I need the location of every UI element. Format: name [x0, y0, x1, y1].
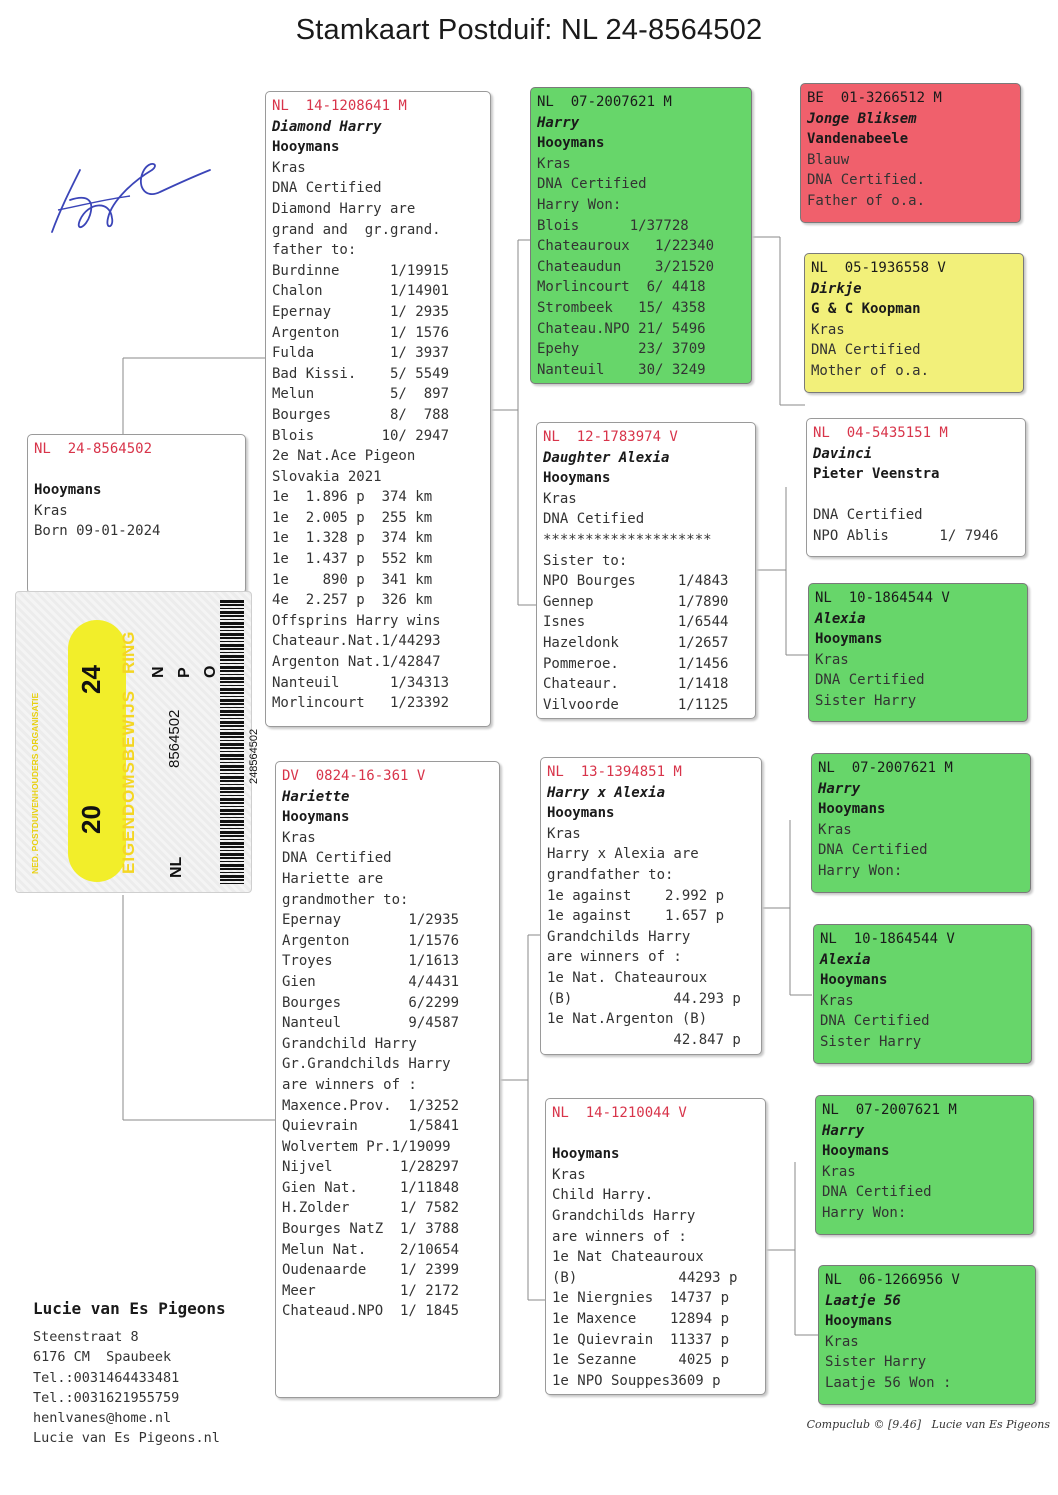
pigeon-info-line: Epernay 1/ 2935: [272, 303, 450, 320]
pigeon-name: Daughter Alexia: [543, 449, 670, 466]
pigeon-info-line: Melun 5/ 897: [272, 386, 450, 403]
software-credit: Compuclub © [9.46] Lucie van Es Pigeons: [806, 1418, 1050, 1431]
pigeon-info-line: Bourges 8/ 788: [272, 406, 450, 423]
pigeon-info-line: Kras: [815, 651, 849, 668]
breeder: Hooymans: [547, 805, 615, 822]
maternal-grandfather-card: [540, 757, 762, 1055]
pigeon-info-line: 2e Nat.Ace Pigeon: [272, 448, 416, 465]
pigeon-name: [552, 1124, 759, 1145]
pigeon-info-line: DNA Certified: [282, 850, 392, 867]
pigeon-info-line: Kras: [282, 829, 316, 846]
pigeon-info-line: (B) 44293 p: [552, 1269, 738, 1286]
pigeon-info-line: Wolvertem Pr.1/19099: [282, 1138, 451, 1155]
pigeon-info-line: Kras: [537, 155, 571, 172]
barcode: [220, 598, 244, 884]
pigeon-info-line: Harry Won:: [537, 196, 622, 213]
ring-number: NL 07-2007621 M: [537, 94, 672, 110]
ring-number: NL 12-1783974 V: [543, 429, 678, 445]
pigeon-info-line: Kras: [818, 821, 852, 838]
pigeon-info-line: Quievrain 1/5841: [282, 1118, 460, 1135]
pigeon-info-line: Kras: [820, 992, 854, 1009]
pigeon-info-line: Oudenaarde 1/ 2399: [282, 1262, 460, 1279]
ring-number: NL 07-2007621 M: [822, 1102, 957, 1118]
pigeon-info-line: Kras: [543, 490, 577, 507]
subject-breeder: Hooymans: [34, 482, 102, 499]
pigeon-info-line: Argenton Nat.1/42847: [272, 654, 441, 671]
pigeon-info-line: Fulda 1/ 3937: [272, 345, 450, 362]
breeder: Hooymans: [815, 631, 883, 648]
pigeon-info-line: Kras: [272, 159, 306, 176]
pigeon-info-line: NPO Ablis 1/ 7946: [813, 527, 999, 544]
pigeon-name: Hariette: [282, 788, 350, 805]
mff-card: [811, 753, 1031, 893]
pigeon-info-line: 1e Sezanne 4025 p: [552, 1352, 730, 1369]
pigeon-info-line: Chalon 1/14901: [272, 283, 450, 300]
pigeon-info-line: Hariette are: [282, 870, 384, 887]
pigeon-info-line: Harry x Alexia are: [547, 846, 699, 863]
pigeon-info-line: DNA Certified: [815, 672, 925, 689]
pigeon-info-line: Chateaur.Nat.1/44293: [272, 633, 441, 650]
breeder: Hooymans: [822, 1143, 890, 1160]
pigeon-info-line: DNA Certified: [537, 176, 647, 193]
mmm-card: [818, 1265, 1036, 1405]
page-title: Stamkaart Postduif: NL 24-8564502: [295, 14, 763, 46]
ring-year-left: 20: [76, 805, 106, 834]
fff-card: [800, 83, 1021, 223]
ring-number: BE 01-3266512 M: [807, 90, 942, 106]
pigeon-info-line: grandmother to:: [282, 891, 409, 908]
pigeon-info-line: 1e Nat.Argenton (B): [547, 1011, 708, 1028]
ring-number: NL 14-1210044 V: [552, 1105, 687, 1121]
pigeon-info-line: DNA Certified: [813, 507, 923, 524]
pigeon-info-line: 42.847 p: [547, 1031, 741, 1048]
pigeon-info-line: Vilvoorde 1/1125: [543, 696, 729, 713]
pigeon-info-line: Nanteuil 30/ 3249: [537, 361, 706, 378]
pigeon-name: Harry: [822, 1122, 865, 1139]
pigeon-info-line: DNA Cetified: [543, 511, 645, 528]
paternal-grandmother-card: [536, 422, 756, 719]
address-street: Steenstraat 8: [33, 1329, 139, 1345]
ring-letter-n: N: [150, 666, 167, 678]
pigeon-info-line: grand and gr.grand.: [272, 221, 441, 238]
pigeon-info-line: Diamond Harry are: [272, 200, 416, 217]
ring-country: NL: [168, 856, 185, 878]
pigeon-info-line: [813, 485, 1019, 506]
ring-number: NL 05-1936558 V: [811, 260, 946, 276]
phone-1: Tel.:0031464433481: [33, 1369, 180, 1386]
pigeon-info-line: Argenton 1/ 1576: [272, 324, 450, 341]
mfm-card: [813, 924, 1032, 1064]
loft-address: [33, 1327, 220, 1449]
pigeon-name: Alexia: [820, 951, 871, 968]
breeder: Hooymans: [820, 972, 888, 989]
pigeon-info-line: Mother of o.a.: [811, 362, 930, 379]
pigeon-info-line: Chateauroux 1/22340: [537, 238, 715, 255]
pigeon-info-line: Nijvel 1/28297: [282, 1159, 460, 1176]
fmm-card: [808, 583, 1028, 722]
mother-card: [275, 761, 500, 1398]
breeder: Pieter Veenstra: [813, 466, 940, 483]
pigeon-info-line: are winners of :: [282, 1076, 417, 1093]
website[interactable]: Lucie van Es Pigeons.nl: [33, 1430, 220, 1447]
ring-number: NL 10-1864544 V: [820, 931, 955, 947]
pigeon-info-line: Bad Kissi. 5/ 5549: [272, 365, 450, 382]
pigeon-info-line: Morlincourt 1/23392: [272, 695, 450, 712]
pigeon-info-line: Sister Harry: [820, 1033, 922, 1050]
ring-number: NL 04-5435151 M: [813, 425, 948, 441]
pigeon-info-line: 1e Quievrain 11337 p: [552, 1331, 730, 1348]
maternal-grandmother-card: [545, 1098, 766, 1395]
pigeon-info-line: Meer 1/ 2172: [282, 1282, 460, 1299]
pigeon-info-line: Strombeek 15/ 4358: [537, 299, 706, 316]
pigeon-info-line: Troyes 1/1613: [282, 953, 460, 970]
pigeon-info-line: 1e Niergnies 14737 p: [552, 1290, 730, 1307]
pigeon-name: Alexia: [815, 610, 866, 627]
pigeon-name: Davinci: [813, 445, 873, 462]
ring-number-vertical: 8564502: [166, 709, 183, 768]
pigeon-info-line: Slovakia 2021: [272, 468, 382, 485]
pigeon-info-line: Gennep 1/7890: [543, 593, 729, 610]
pigeon-info-line: Kras: [547, 825, 581, 842]
ring-band-text: EIGENDOMSBEWIJS: [119, 689, 138, 874]
pigeon-info-line: Blois 1/37728: [537, 217, 689, 234]
pigeon-info-line: 1e 1.437 p 552 km: [272, 551, 433, 568]
breeder: Hooymans: [818, 801, 886, 818]
pigeon-info-line: 1e against 1.657 p: [547, 908, 725, 925]
pigeon-info-line: Offsprins Harry wins: [272, 612, 441, 629]
pigeon-info-line: Bourges 6/2299: [282, 994, 460, 1011]
pigeon-info-line: Child Harry.: [552, 1187, 654, 1204]
pigeon-name: Harry: [818, 780, 861, 797]
ring-number: NL 13-1394851 M: [547, 764, 682, 780]
pigeon-info-line: 1e 890 p 341 km: [272, 571, 433, 588]
pigeon-info-line: DNA Certified: [822, 1184, 932, 1201]
pigeon-info-line: Kras: [552, 1166, 586, 1183]
fmf-card: [806, 418, 1026, 557]
pigeon-name: Dirkje: [811, 280, 862, 297]
pigeon-info-line: Laatje 56 Won :: [825, 1374, 952, 1391]
subject-pigeon-card: [27, 434, 246, 594]
pigeon-info-line: Maxence.Prov. 1/3252: [282, 1097, 460, 1114]
pigeon-info-line: 1e NPO Souppes3609 p: [552, 1372, 721, 1389]
pigeon-info-line: Chateaud.NPO 1/ 1845: [282, 1303, 460, 1320]
pigeon-info-line: Blois 10/ 2947: [272, 427, 450, 444]
ffm-card: [804, 253, 1024, 393]
pigeon-info-line: 1e 1.328 p 374 km: [272, 530, 433, 547]
pigeon-info-line: Kras: [811, 321, 845, 338]
pigeon-info-line: 1e Nat Chateauroux: [552, 1249, 704, 1266]
ring-number: NL 14-1208641 M: [272, 98, 407, 114]
breeder: Hooymans: [825, 1313, 893, 1330]
pigeon-info-line: 1e against 2.992 p: [547, 887, 725, 904]
pigeon-name: Diamond Harry: [272, 118, 382, 135]
pigeon-info-line: (B) 44.293 p: [547, 990, 741, 1007]
pigeon-info-line: Bourges NatZ 1/ 3788: [282, 1221, 460, 1238]
pigeon-info-line: DNA Certified: [272, 180, 382, 197]
pigeon-info-line: Harry Won:: [822, 1204, 907, 1221]
breeder: Hooymans: [282, 809, 350, 826]
pigeon-info-line: H.Zolder 1/ 7582: [282, 1200, 460, 1217]
pigeon-info-line: Epehy 23/ 3709: [537, 341, 706, 358]
pigeon-info-line: 1e 1.896 p 374 km: [272, 489, 433, 506]
ring-letter-p: P: [176, 667, 193, 678]
pigeon-info-line: grandfather to:: [547, 866, 674, 883]
ring-year-right: 24: [76, 665, 106, 694]
ring-number: NL 10-1864544 V: [815, 590, 950, 606]
pigeon-info-line: ********************: [543, 531, 712, 548]
pigeon-info-line: 1e Maxence 12894 p: [552, 1310, 730, 1327]
pigeon-info-line: Pommeroe. 1/1456: [543, 655, 729, 672]
breeder: G & C Koopman: [811, 301, 921, 318]
pigeon-info-line: Chateau.NPO 21/ 5496: [537, 320, 706, 337]
phone-2: Tel.:0031621955759: [33, 1389, 180, 1406]
subject-color: Kras: [34, 502, 68, 519]
subject-line: [34, 460, 239, 481]
pigeon-info-line: father to:: [272, 242, 357, 259]
pigeon-info-line: Grandchilds Harry: [547, 928, 691, 945]
mmf-card: [815, 1095, 1034, 1235]
pigeon-name: Laatje 56: [825, 1292, 901, 1309]
ring-band: [68, 620, 126, 882]
pigeon-info-line: 1e Nat. Chateauroux: [547, 969, 708, 986]
pigeon-info-line: DNA Certified.: [807, 172, 926, 189]
breeder: Hooymans: [537, 135, 605, 152]
ring-number: NL 24-8564502: [34, 441, 153, 457]
pigeon-info-line: Burdinne 1/19915: [272, 262, 450, 279]
pigeon-info-line: Sister Harry: [825, 1354, 927, 1371]
subject-born: Born 09-01-2024: [34, 523, 161, 540]
pigeon-name: Harry: [537, 114, 580, 131]
ring-number: NL 07-2007621 M: [818, 760, 953, 776]
pigeon-info-line: Nanteuil 1/34313: [272, 674, 450, 691]
pigeon-info-line: Harry Won:: [818, 862, 903, 879]
ring-letter-o: O: [202, 665, 219, 678]
pigeon-name: Jonge Bliksem: [807, 110, 917, 127]
father-card: [265, 91, 491, 727]
pigeon-info-line: 4e 2.257 p 326 km: [272, 592, 433, 609]
pigeon-info-line: Blauw: [807, 151, 850, 168]
pigeon-info-line: Gien 4/4431: [282, 973, 460, 990]
address-city: 6176 CM Spaubeek: [33, 1349, 172, 1366]
pigeon-info-line: DNA Certified: [818, 842, 928, 859]
breeder: Hooymans: [543, 470, 611, 487]
pigeon-info-line: Nanteul 9/4587: [282, 1015, 460, 1032]
pigeon-info-line: Argenton 1/1576: [282, 932, 460, 949]
pigeon-info-line: NPO Bourges 1/4843: [543, 573, 729, 590]
breeder: Hooymans: [552, 1146, 620, 1163]
loft-name: Lucie van Es Pigeons: [33, 1299, 226, 1318]
pigeon-info-line: Grandchilds Harry: [552, 1207, 696, 1224]
pigeon-info-line: Epernay 1/2935: [282, 912, 460, 929]
pigeon-info-line: Chateaudun 3/21520: [537, 258, 715, 275]
pigeon-info-line: Father of o.a.: [807, 192, 926, 209]
ring-number: NL 06-1266956 V: [825, 1272, 960, 1288]
email[interactable]: henlvanes@home.nl: [33, 1410, 172, 1427]
pigeon-info-line: Grandchild Harry: [282, 1035, 417, 1052]
pigeon-info-line: 1e 2.005 p 255 km: [272, 509, 433, 526]
ring-number: DV 0824-16-361 V: [282, 768, 426, 784]
pigeon-info-line: Sister Harry: [815, 692, 917, 709]
barcode-number: 248564502: [248, 728, 260, 784]
pigeon-name: Harry x Alexia: [547, 784, 666, 801]
pigeon-info-line: DNA Certified: [820, 1013, 930, 1030]
pigeon-info-line: are winners of :: [552, 1228, 687, 1245]
ring-word: RING: [119, 631, 138, 674]
ring-org-text: NED. POSTDUIVENHOUDERS ORGANISATIE: [30, 692, 40, 874]
breeder: Hooymans: [272, 139, 340, 156]
pigeon-info-line: Gien Nat. 1/11848: [282, 1179, 460, 1196]
pigeon-info-line: are winners of :: [547, 949, 682, 966]
breeder: Vandenabeele: [807, 131, 909, 148]
pigeon-info-line: Morlincourt 6/ 4418: [537, 279, 706, 296]
pigeon-info-line: Sister to:: [543, 552, 628, 569]
paternal-grandfather-card: [530, 87, 752, 384]
pigeon-info-line: Kras: [825, 1333, 859, 1350]
pigeon-info-line: Chateaur. 1/1418: [543, 676, 729, 693]
pigeon-info-line: Gr.Grandchilds Harry: [282, 1056, 451, 1073]
pigeon-info-line: Hazeldonk 1/2657: [543, 634, 729, 651]
pigeon-info-line: Melun Nat. 2/10654: [282, 1241, 460, 1258]
ring-certificate-card: [15, 591, 260, 893]
pigeon-info-line: Kras: [822, 1163, 856, 1180]
pigeon-info-line: DNA Certified: [811, 342, 921, 359]
pigeon-info-line: Isnes 1/6544: [543, 614, 729, 631]
